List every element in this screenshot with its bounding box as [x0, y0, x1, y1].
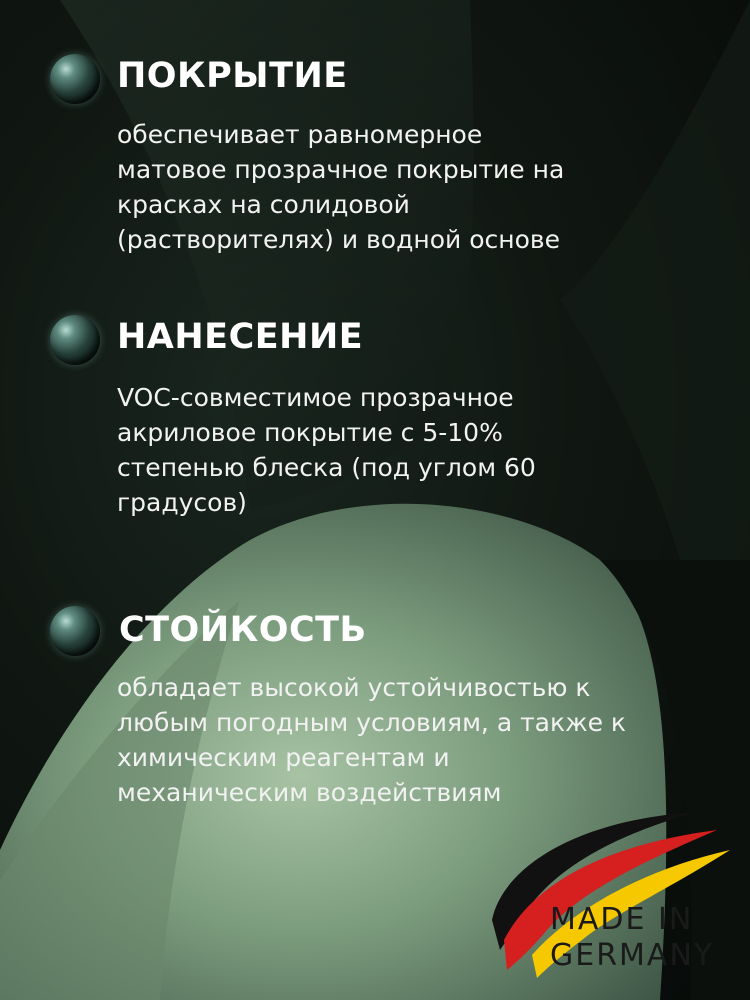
description-line: акриловое покрытие с 5-10% — [117, 418, 503, 447]
description-line: красках на солидовой — [117, 190, 410, 219]
description-line: VOC-совместимое прозрачное — [117, 383, 514, 412]
description-line: матовое прозрачное покрытие на — [117, 155, 565, 184]
description-line: химическим реагентам и — [117, 743, 450, 772]
bullet-sphere-icon — [50, 606, 100, 656]
bullet-sphere-icon — [50, 315, 100, 365]
description-line: степенью блеска (под углом 60 — [117, 453, 536, 482]
section-description — [117, 670, 707, 810]
section-title: ПОКРЫТИЕ — [117, 56, 348, 96]
description-line: градусов) — [117, 488, 247, 517]
section-title: СТОЙКОСТЬ — [119, 610, 367, 650]
description-line: обладает высокой устойчивостью к — [117, 673, 591, 702]
section-description — [117, 117, 707, 257]
description-line: обеспечивает равномерное — [117, 120, 483, 149]
description-line: механическим воздействиям — [117, 778, 502, 807]
description-line: (растворителях) и водной основе — [117, 225, 560, 254]
germany-text: GERMANY — [550, 938, 715, 973]
bullet-sphere-icon — [50, 54, 100, 104]
made-in-germany-badge — [462, 800, 732, 985]
made-in-text: MADE IN — [550, 902, 694, 937]
section-title: НАНЕСЕНИЕ — [117, 317, 364, 357]
section-description — [117, 380, 707, 520]
description-line: любым погодным условиям, а также к — [117, 708, 627, 737]
